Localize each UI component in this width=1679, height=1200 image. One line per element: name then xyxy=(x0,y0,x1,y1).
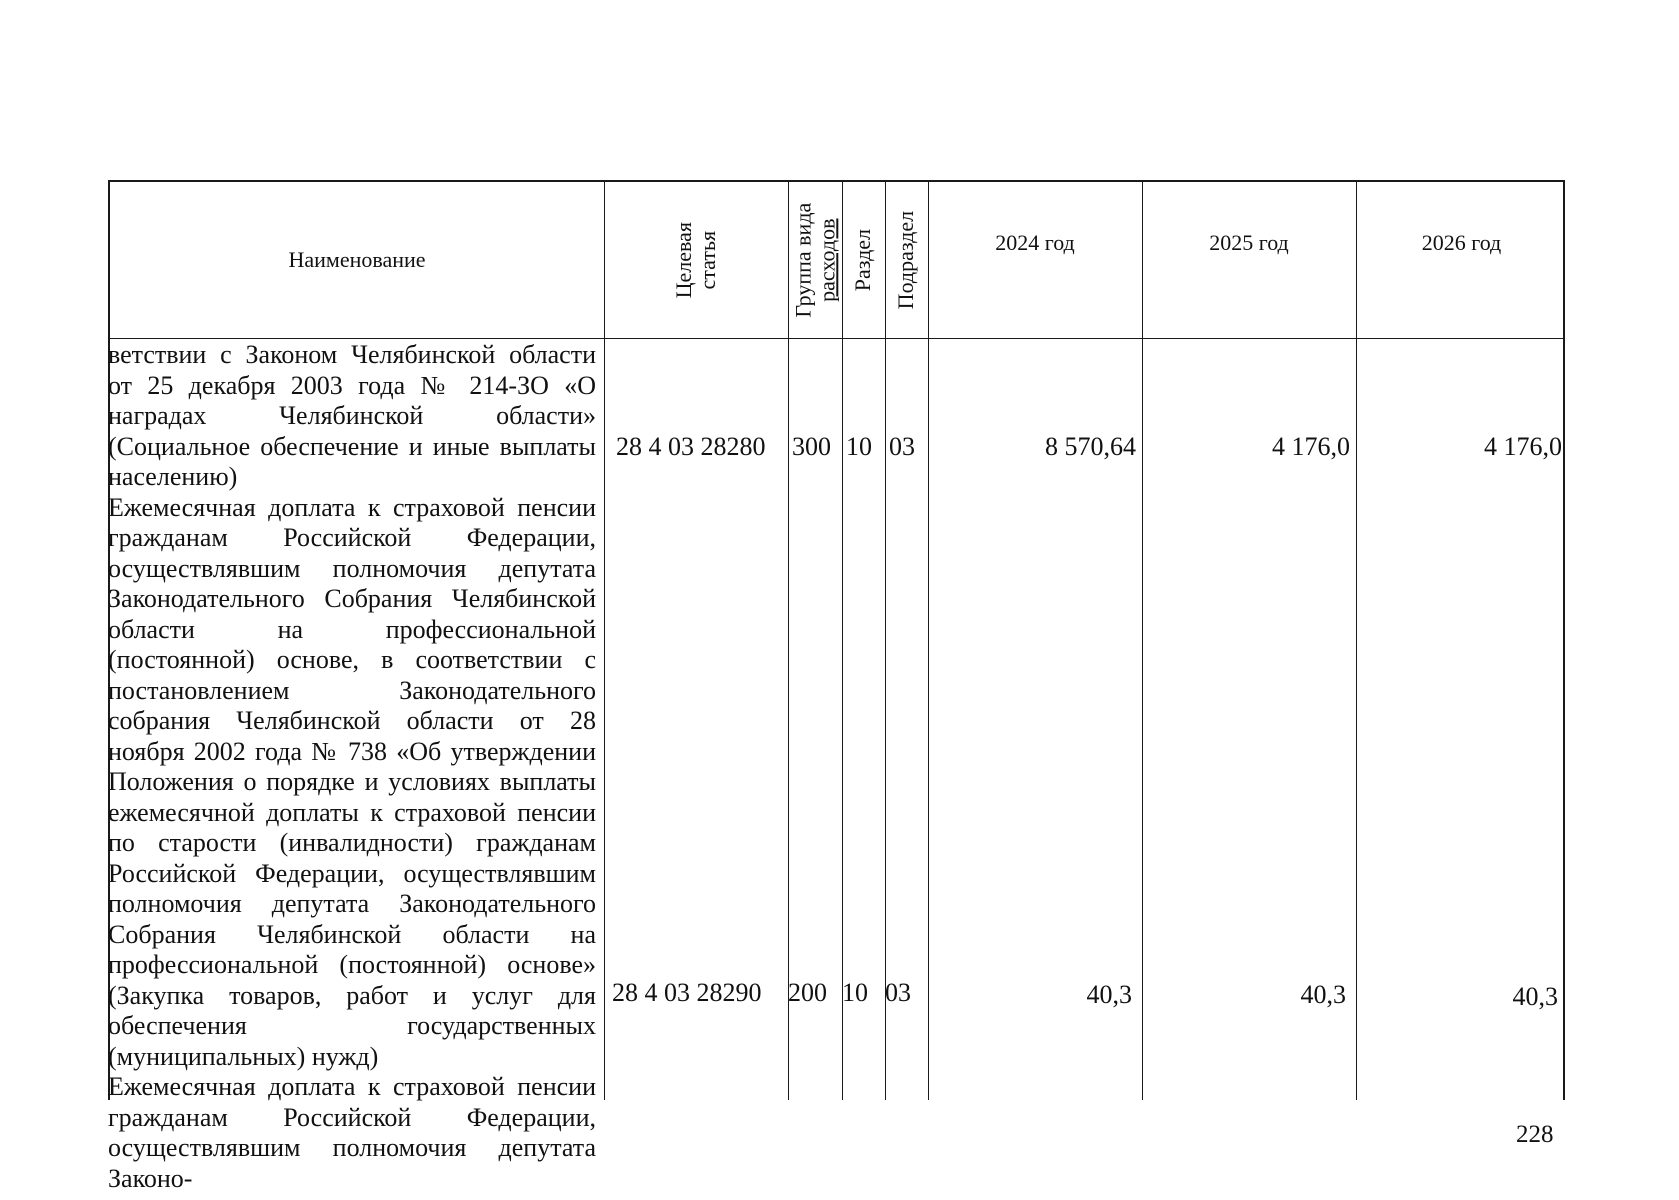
header-2026 xyxy=(1356,182,1567,338)
header-section-label: Раздел xyxy=(850,228,876,292)
header-subsection-label: Подраздел xyxy=(893,210,919,310)
row2-2026: 40,3 xyxy=(1512,982,1558,1011)
header-2024-label: 2024 год xyxy=(995,230,1075,255)
row-description: Ежемесячная доплата к страховой пенсии гражданам Российской Федерации, осуществлявшим полномочия депутата Законодательного Собрания Челябинской области на профессиональной (постоянной) основе, в соответствии с постановлением Законодательного собрания Челябинской области от 28 ноября 2002 года № 738 «Об утверждении Положения о порядке и условиях выплаты ежемесячной доплаты к страховой пенсии по старости (инвалидности) гражданам Российской Федерации, осуществлявшим полномочия депутата Законодательного Собрания Челябинской области на профессиональной (постоянной) основе» (Закупка товаров, работ и услуг для обеспечения государственных (муниципальных) нужд) xyxy=(108,492,596,1071)
header-2026-label: 2026 год xyxy=(1421,230,1502,255)
row2-section: 10 xyxy=(842,978,868,1007)
header-divider xyxy=(110,338,1563,339)
row1-target: 28 4 03 28280 xyxy=(616,432,766,461)
row-description: ветствии с Законом Челябинской области от 25 декабря 2003 года № 214-ЗО «О наградах Челябинской области» (Социальное обеспечение и иные выплаты населению) xyxy=(108,340,596,491)
header-2025 xyxy=(1142,182,1356,338)
header-name xyxy=(110,182,604,338)
header-2025-label: 2025 год xyxy=(1209,230,1289,255)
row2-2024: 40,3 xyxy=(1086,980,1132,1009)
page-number: 228 xyxy=(1516,1121,1554,1148)
header-section xyxy=(842,182,885,338)
name-column xyxy=(108,340,596,1194)
header-target-article xyxy=(604,182,788,338)
row2-group: 200 xyxy=(788,978,827,1007)
row2-subsection: 03 xyxy=(885,978,911,1007)
row1-section: 10 xyxy=(846,432,872,461)
row1-2025: 4 176,0 xyxy=(1272,432,1350,461)
row1-subsection: 03 xyxy=(889,432,915,461)
header-2024 xyxy=(928,182,1142,338)
row2-target: 28 4 03 28290 xyxy=(612,978,762,1007)
row1-2024: 8 570,64 xyxy=(1045,432,1136,461)
row1-group: 300 xyxy=(792,432,831,461)
row2-2025: 40,3 xyxy=(1300,980,1346,1009)
row-description: Ежемесячная доплата к страховой пенсии гражданам Российской Федерации, осуществлявшим полномочия депутата Законо- xyxy=(108,1072,596,1193)
header-target-article-label: Целевая статья xyxy=(670,221,720,299)
header-expense-group xyxy=(788,182,842,338)
row1-2026: 4 176,0 xyxy=(1484,432,1562,461)
header-name-label: Наименование xyxy=(288,247,426,273)
header-expense-group-label: Группа вида расходов xyxy=(789,202,840,318)
header-subsection xyxy=(885,182,928,338)
